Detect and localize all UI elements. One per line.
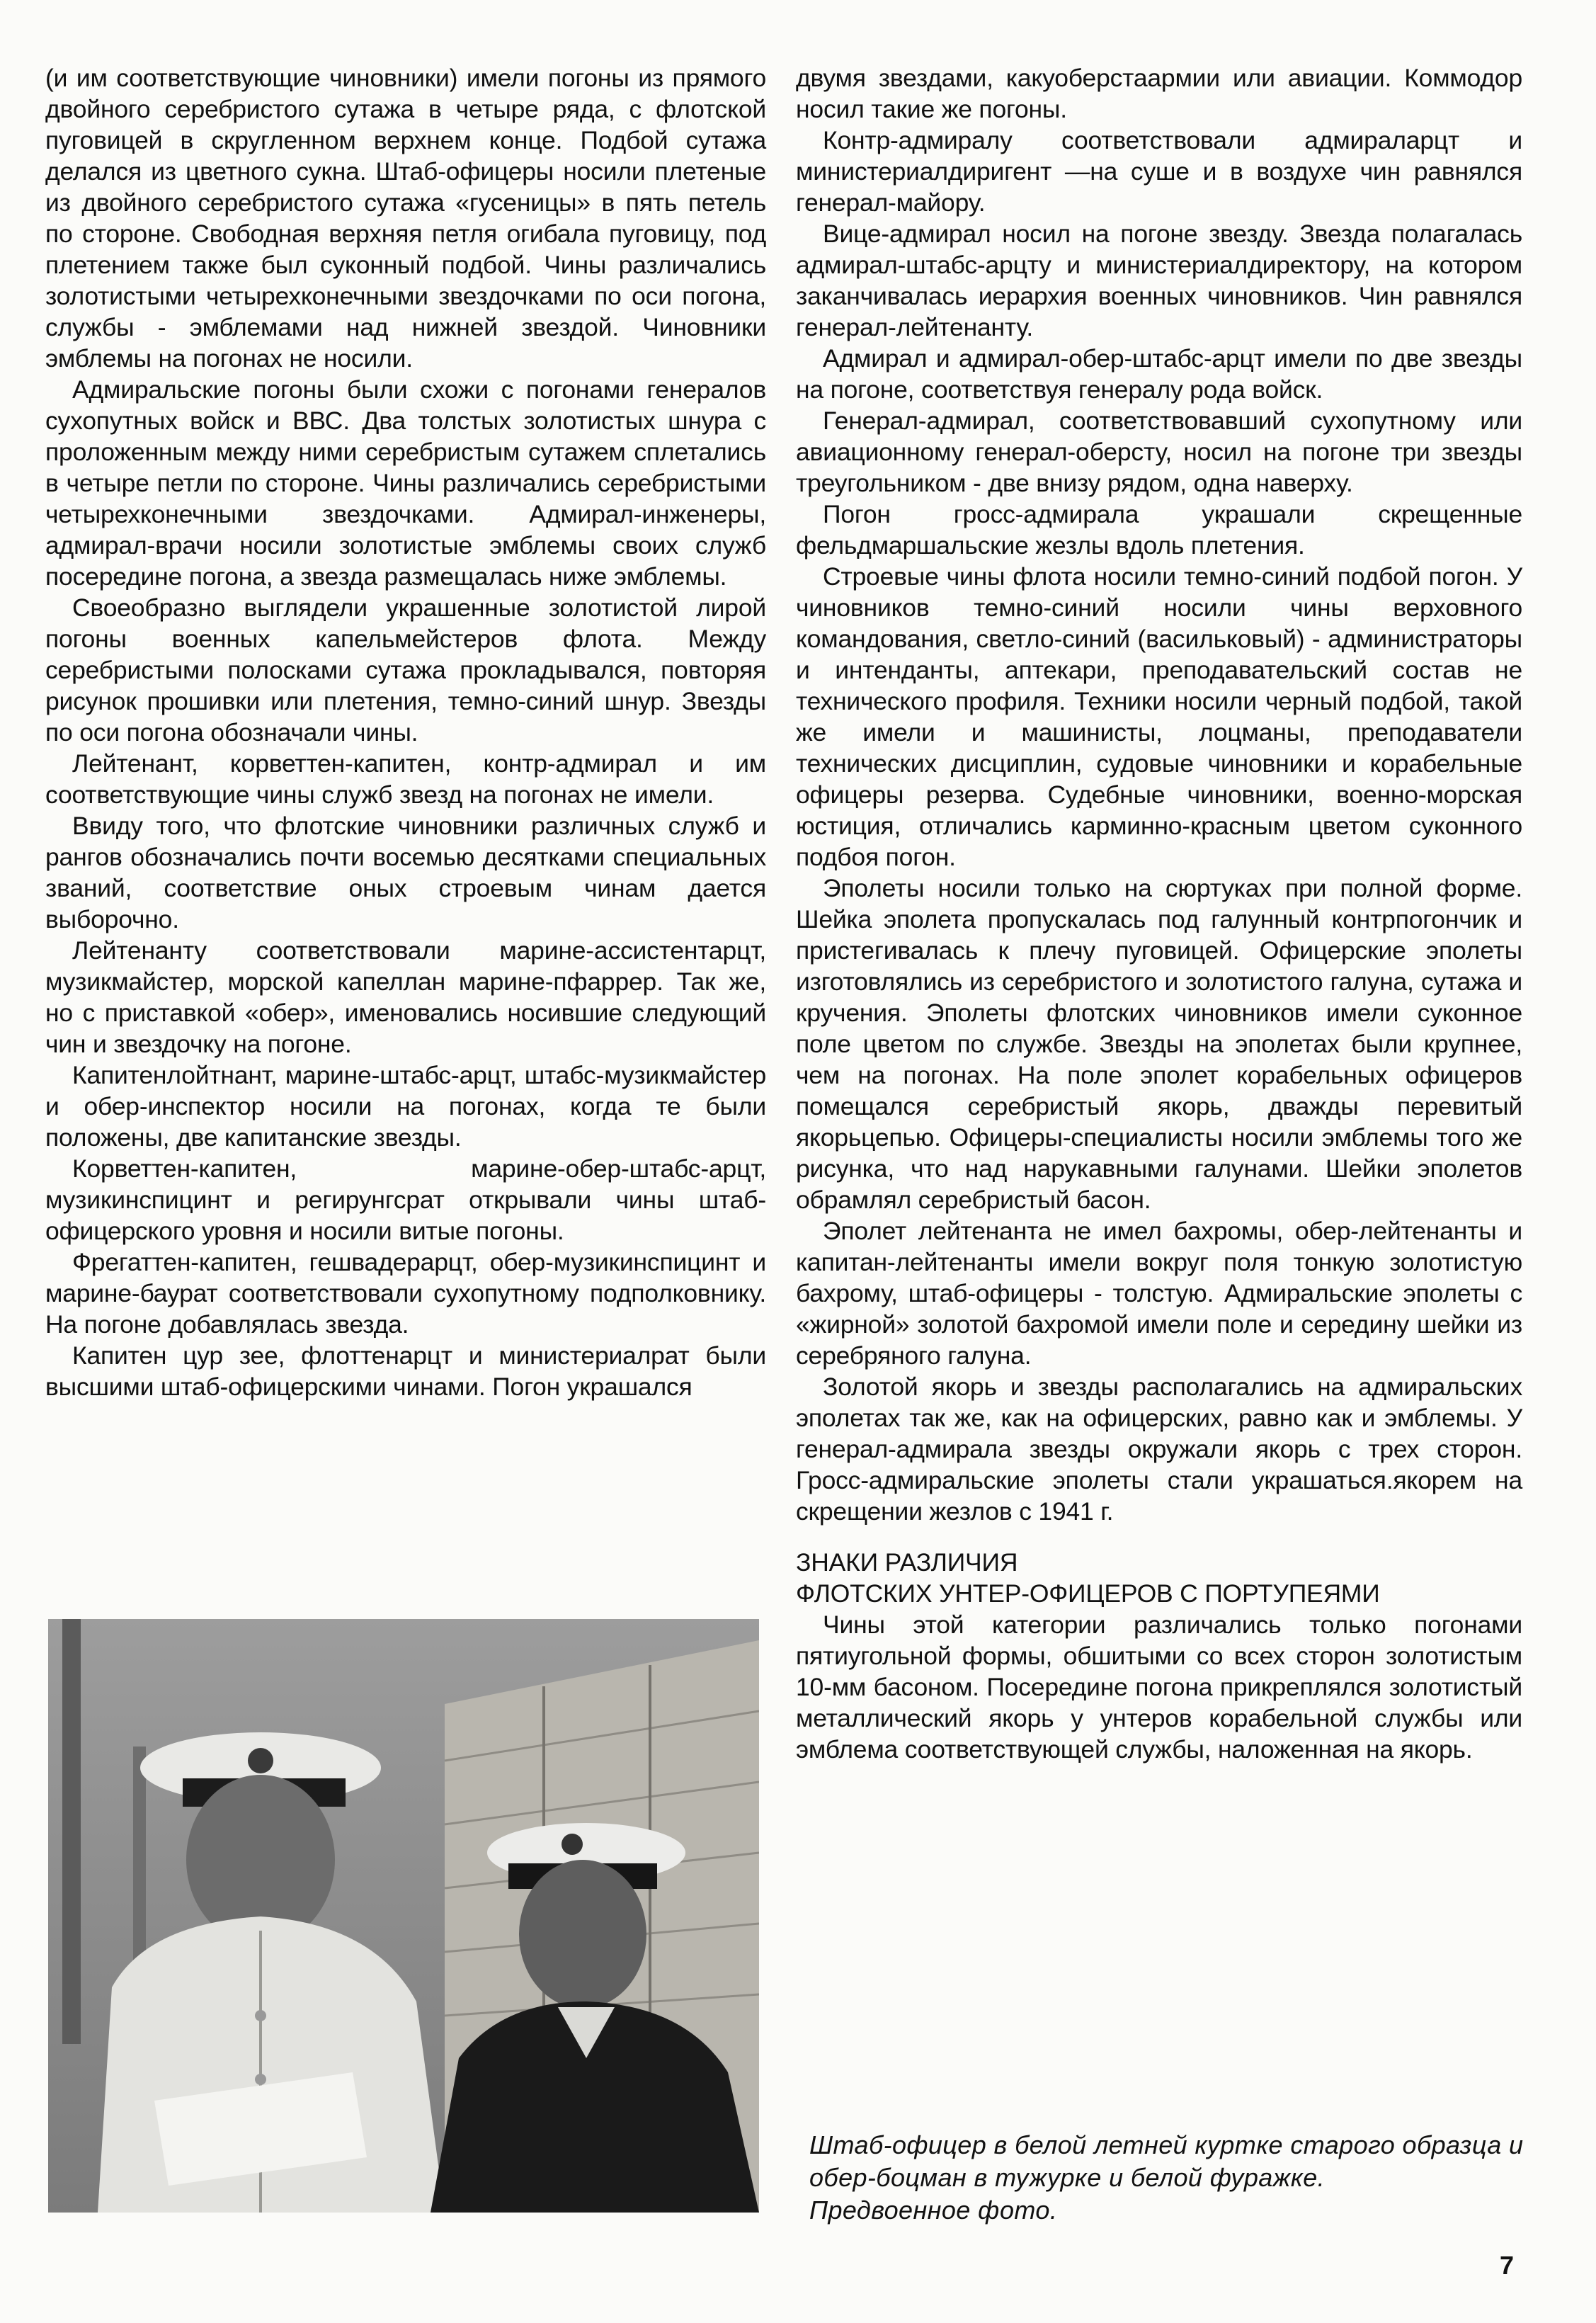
photo-caption [809,2129,1588,2227]
section-heading-line1: ЗНАКИ РАЗЛИЧИЯ [796,1548,1018,1577]
caption-line: Штаб-офицер в белой летней куртке старого образца и [809,2130,1524,2159]
paragraph: Контр-адмиралу соответствовали адмираларцт и министериалдиригент —на суше и в воздухе чин равнялся генерал-майору. [796,126,1522,217]
paragraph: Корветтен-капитен, марине-обер-штабс-арцт, музикинспицинт и регирунгсрат открывали чины штаб-офицерского уровня и носили витые погоны. [45,1154,766,1245]
paragraph: Ввиду того, что флотские чиновники различных служб и рангов обозначались почти восемью десятками специальных званий, соответствие оных строевым чинам дается выборочно. [45,812,766,933]
paragraph: Эполет лейтенанта не имел бахромы, обер-лейтенанты и капитан-лейтенанты имели вокруг поля тонкую золотистую бахрому, штаб-офицеры - толстую. Адмиральские эполеты с «жирной» золотой бахромой имели поле и середину шейки из серебряного галуна. [796,1217,1522,1370]
caption-line: Предвоенное фото. [809,2196,1058,2225]
paragraph: (и им соответствующие чиновники) имели погоны из прямого двойного серебристого сутажа в четыре ряда, с флотской пуговицей в скругленном верхнем конце. Подбой сутажа делался из цветного сукна. Штаб-офицеры носили плетеные из двойного серебристого сутажа «гусеницы» в пять петель по стороне. Свободная верхняя петля огибала пуговицу, под плетением также был суконный подбой. Чины различались золотистыми четырехконечными звездочками по оси погона, службы - эмблемами над нижней звездой. Чиновники эмблемы на погонах не носили. [45,64,766,373]
paragraph: Золотой якорь и звезды располагались на адмиральских эполетах так же, как на офицерских, равно как и эмблемы. У генерал-адмирала звезды окружали якорь с трех сторон. Гросс-адмиральские эполеты стали украшаться.якорем на скрещении жезлов с 1941 г. [796,1373,1522,1526]
paragraph: Строевые чины флота носили темно-синий подбой погон. У чиновников темно-синий носили чины верховного командования, светло-синий (васильковый) - администраторы и интенданты, аптекари, преподавательский состав не технического профиля. Техники носили черный подбой, такой же имели и машинисты, лоцманы, преподаватели технических дисциплин, судовые чиновники и корабельные офицеры резерва. Судебные чиновники, военно-морская юстиция, отличались карминно-красным цветом суконного подбоя погон. [796,562,1522,871]
paragraph: Фрегаттен-капитен, гешвадерарцт, обер-музикинспицинт и марине-баурат соответствовали сухопутному подполковнику. На погоне добавлялась звезда. [45,1248,766,1339]
paragraph: Лейтенант, корветтен-капитен, контр-адмирал и им соответствующие чины служб звезд на погонах не имели. [45,749,766,809]
paragraph: Капитен цур зее, флоттенарцт и министериалрат были высшими штаб-офицерскими чинами. Погон украшался [45,1341,766,1401]
paragraph: Эполеты носили только на сюртуках при полной форме. Шейка эполета пропускалась под галунный контрпогончик и пристегивалась к плечу пуговицей. Офицерские эполеты изготовлялись из серебристого и золотистого галуна, сутажа и кручения. Эполеты флотских чиновников имели суконное поле цветом по службе. Звезды на эполетах были крупнее, чем на погонах. На поле эполет корабельных офицеров помещался серебристый якорь, дважды перевитый якорьцепью. Офицеры-специалисты носили эмблемы того же рисунка, что над нарукавными галунами. Шейки эполетов обрамлял серебристый басон. [796,874,1522,1214]
historical-photo [48,1619,759,2213]
section-paragraph: Чины этой категории различались только погонами пятиугольной формы, обшитыми со всех сторон золотистым 10-мм басоном. Посередине погона прикреплялся золотистый металлический якорь у унтеров корабельной службы или эмблема соответствующей службы, наложенная на якорь. [796,1611,1522,1763]
paragraph: двумя звездами, какуоберстаармии или авиации. Коммодор носил такие же погоны. [796,64,1522,123]
page-number: 7 [1500,2251,1515,2280]
paragraph: Вице-адмирал носил на погоне звезду. Звезда полагалась адмирал-штабс-арцту и министериалдиректору, на котором заканчивалась иерархия военных чиновников. Чин равнялся генерал-лейтенанту. [796,220,1522,341]
paragraph: Генерал-адмирал, соответствовавший сухопутному или авиационному генерал-оберсту, носил на погоне три звезды треугольником - две внизу рядом, одна наверху. [796,407,1522,497]
caption-line: обер-боцман в тужурке и белой фуражке. [809,2163,1326,2192]
paragraph: Погон гросс-адмирала украшали скрещенные фельдмаршальские жезлы вдоль плетения. [796,500,1522,560]
right-text-column [796,62,1522,1765]
paragraph: Адмиральские погоны были схожи с погонами генералов сухопутных войск и ВВС. Два толстых золотистых шнура с проложенным между ними серебристым сутажем сплетались в четыре петли по стороне. Чины различались серебристыми четырехконечными звездочками. Адмирал-инженеры, адмирал-врачи носили золотистые эмблемы своих служб посередине погона, а звезда размещалась ниже эмблемы. [45,375,766,591]
paragraph: Капитенлойтнант, марине-штабс-арцт, штабс-музикмайстер и обер-инспектор носили на погонах, когда те были положены, две капитанские звезды. [45,1061,766,1152]
photo-illustration [48,1619,759,2213]
paragraph: Адмирал и адмирал-обер-штабс-арцт имели по две звезды на погоне, соответствуя генералу рода войск. [796,344,1522,404]
left-text-column [45,62,766,1402]
paragraph: Лейтенанту соответствовали марине-ассистентарцт, музикмайстер, морской капеллан марине-пфаррер. Так же, но с приставкой «обер», именовались носившие следующий чин и звездочку на погоне. [45,936,766,1058]
section-heading-line2: ФЛОТСКИХ УНТЕР-ОФИЦЕРОВ С ПОРТУПЕЯМИ [796,1579,1380,1608]
paragraph: Своеобразно выглядели украшенные золотистой лирой погоны военных капельмейстеров флота. Между серебристыми полосками сутажа прокладывался, повторяя рисунок прошивки или плетения, темно-синий шнур. Звезды по оси погона обозначали чины. [45,593,766,746]
